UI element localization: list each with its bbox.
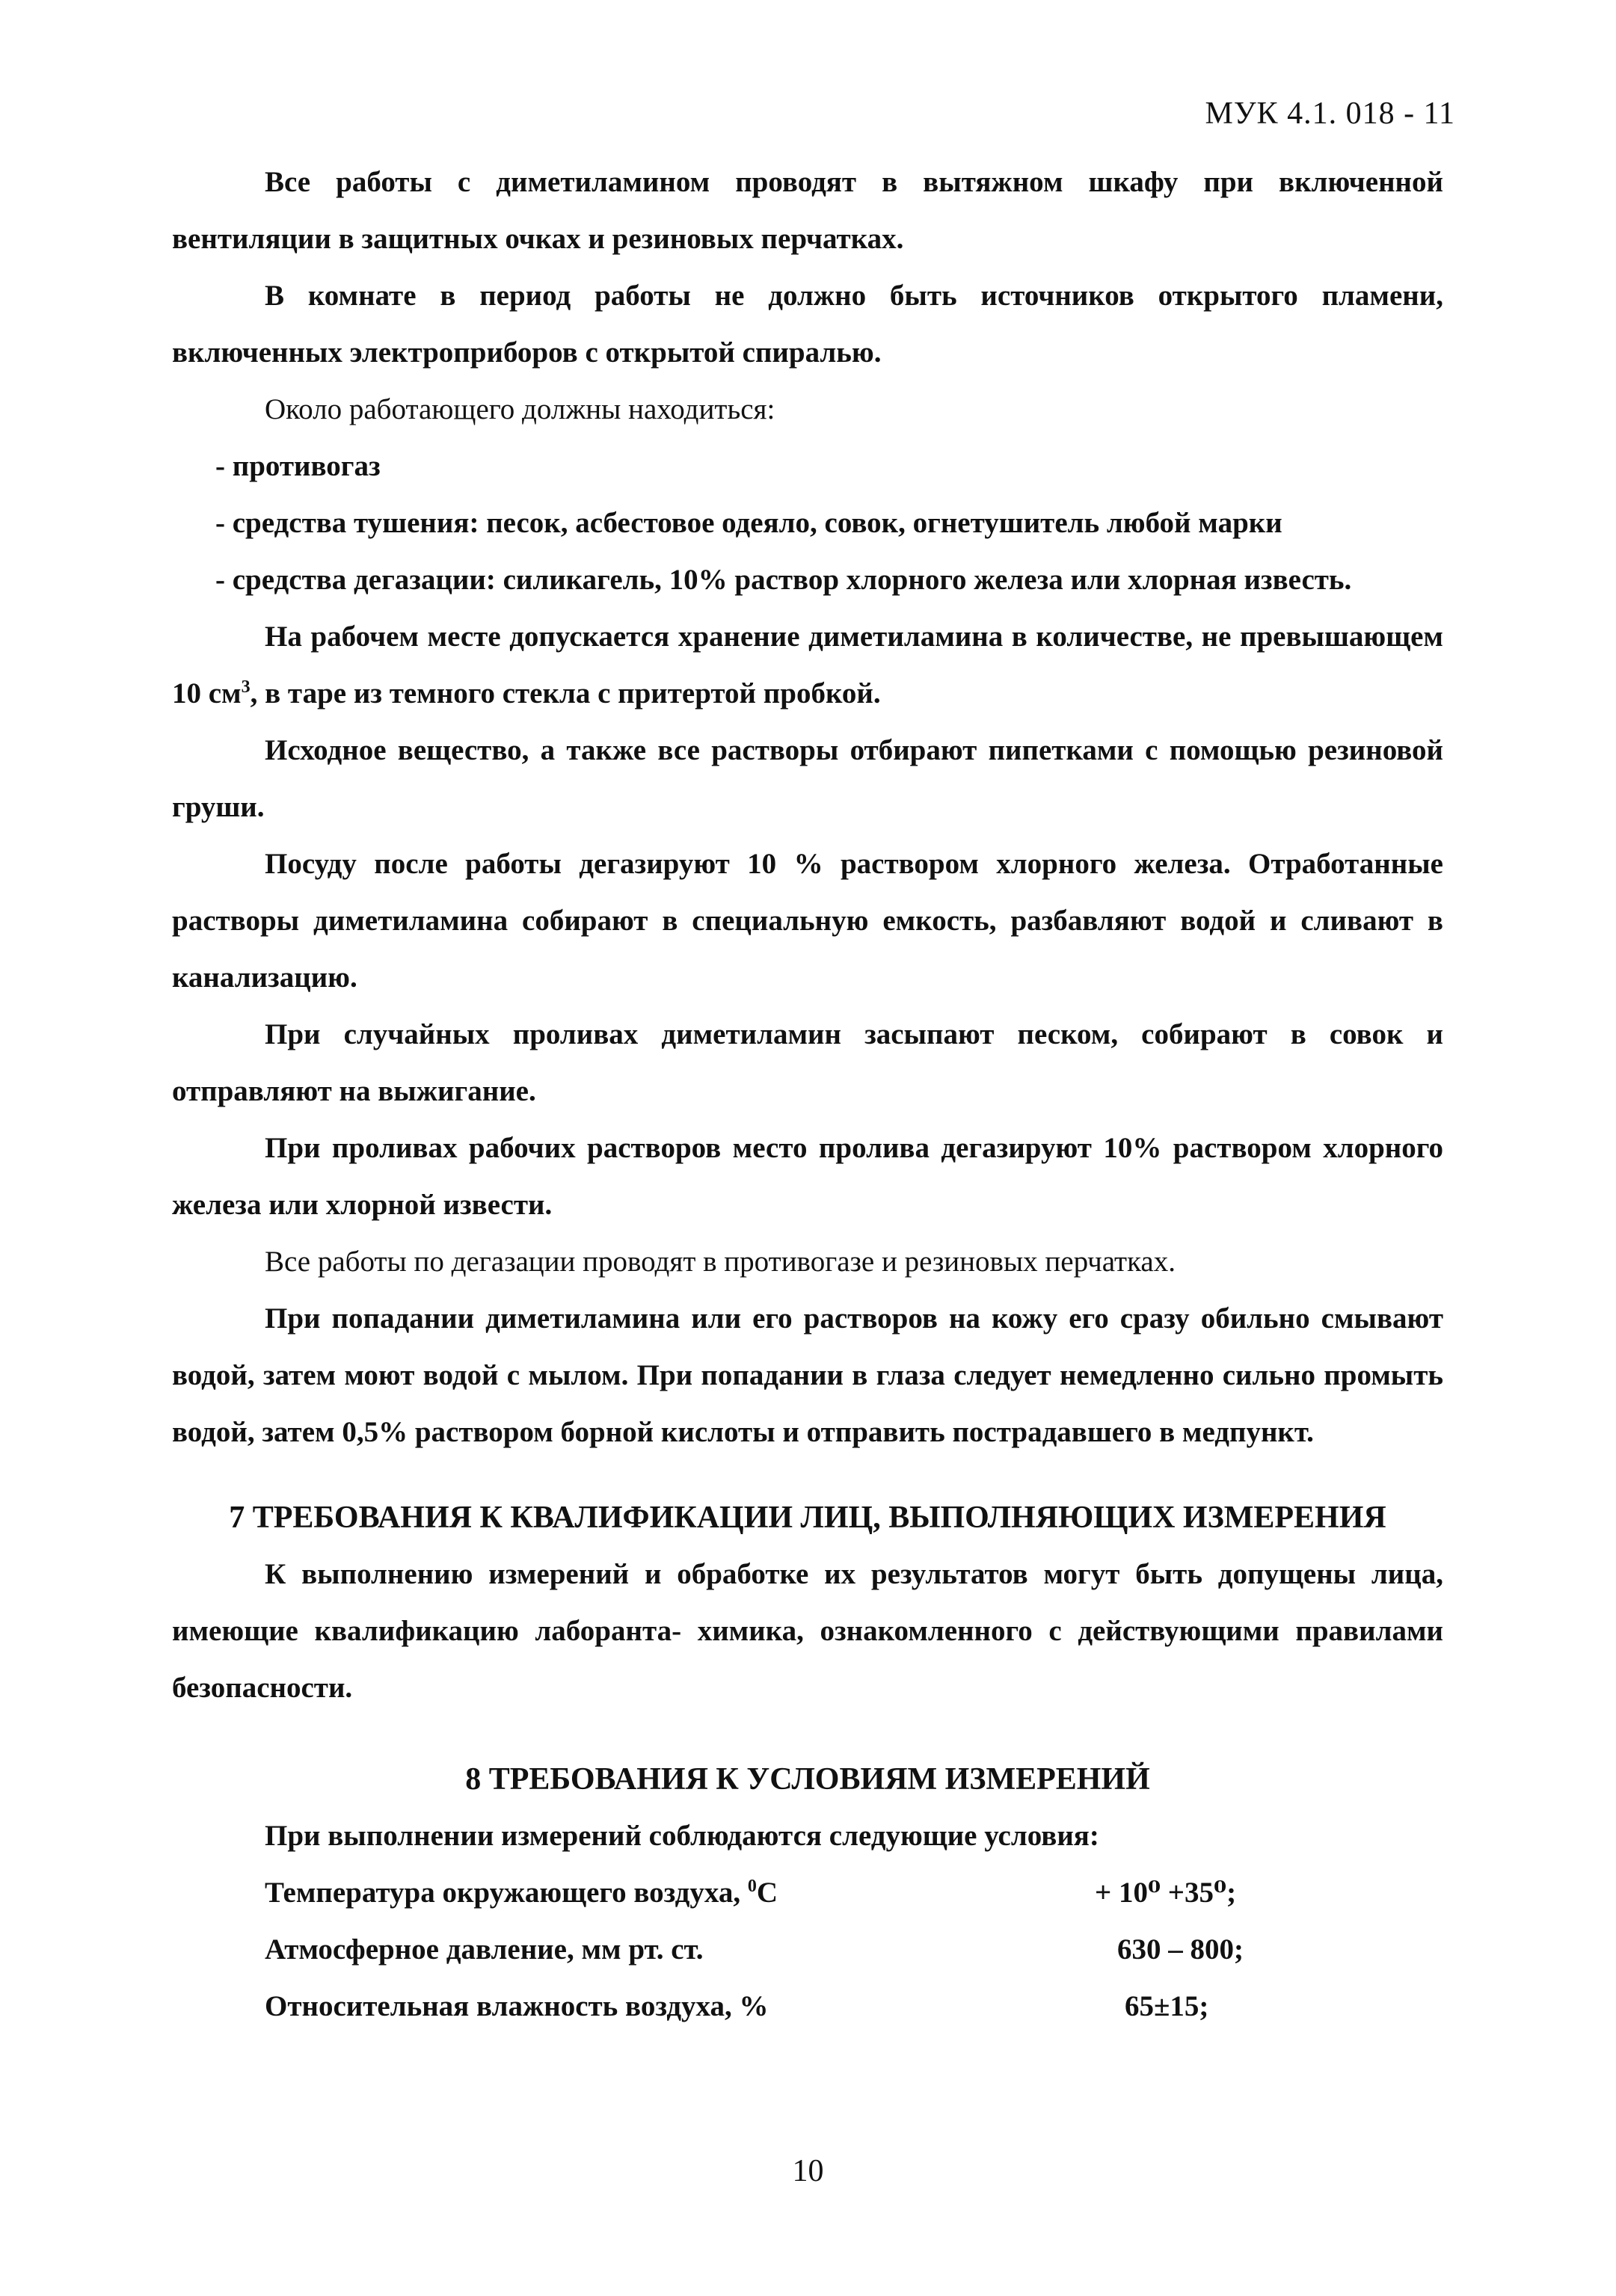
paragraph-degassing-ppe: Все работы по дегазации проводят в противогазе и резиновых перчатках. [265, 1246, 1176, 1278]
condition-label [265, 1921, 1095, 1978]
paragraph-spills: При случайных проливах диметиламин засыпают песком, собирают в совок и отправляют на выжигание. [172, 1018, 1443, 1107]
section-8-intro: При выполнении измерений соблюдаются следующие условия: [265, 1820, 1099, 1852]
storage-text-before: На рабочем месте допускается хранение диметиламина в количестве, не превышающем 10 см [172, 621, 1443, 710]
paragraph-storage [172, 609, 1443, 722]
storage-text-after: , в таре из темного стекла с притертой пробкой. [250, 677, 881, 710]
condition-label [265, 1978, 1095, 2035]
paragraph-required-items: Около работающего должны находиться: [265, 393, 775, 425]
page-number: 10 [792, 2154, 824, 2188]
list-item-gas-mask: - противогаз [215, 450, 381, 482]
condition-row-pressure [172, 1921, 1443, 1978]
paragraph-safety-hood: Все работы с диметиламином проводят в вытяжном шкафу при включенной вентиляции в защитных очках и резиновых перчатках. [172, 166, 1443, 255]
paragraph-pipettes: Исходное вещество, а также все растворы отбирают пипетками с помощью резиновой груши. [172, 734, 1443, 823]
degree-superscript: 0 [747, 1877, 757, 1896]
condition-row-temperature [172, 1865, 1443, 1921]
document-code: МУК 4.1. 018 - 11 [1205, 96, 1455, 131]
condition-value: 65±15; [1125, 1990, 1209, 2022]
list-item-extinguishing: - средства тушения: песок, асбестовое одеяло, совок, огнетушитель любой марки [215, 507, 1282, 539]
list-item-degassing: - средства дегазации: силикагель, 10% раствор хлорного железа или хлорная известь. [215, 564, 1352, 596]
section-7-heading: 7 ТРЕБОВАНИЯ К КВАЛИФИКАЦИИ ЛИЦ, ВЫПОЛНЯЮЩИХ ИЗМЕРЕНИЯ [229, 1501, 1386, 1535]
paragraph-first-aid: При попадании диметиламина или его растворов на кожу его сразу обильно смывают водой, затем моют водой с мылом. При попадании в глаза следует немедленно сильно промыть водой, затем 0,5% раствором борной кислоты и отправить пострадавшего в медпункт. [172, 1302, 1443, 1448]
section-7-text: К выполнению измерений и обработке их результатов могут быть допущены лица, имеющие квалификацию лаборанта- химика, ознакомленного с действующими правилами безопасности. [172, 1558, 1443, 1704]
condition-label-text: Атмосферное давление, мм рт. ст. [265, 1933, 704, 1966]
storage-superscript: 3 [241, 677, 251, 697]
paragraph-solution-spills: При проливах рабочих растворов место пролива дегазируют 10% раствором хлорного железа или хлорной извести. [172, 1132, 1443, 1221]
condition-value: + 10⁰ +35⁰; [1095, 1877, 1237, 1909]
condition-label [265, 1865, 1095, 1921]
condition-label-text: Относительная влажность воздуха, % [265, 1990, 769, 2022]
paragraph-dishes: Посуду после работы дегазируют 10 % раствором хлорного железа. Отработанные растворы диметиламина собирают в специальную емкость, разбавляют водой и сливают в канализацию. [172, 848, 1443, 994]
condition-value: 630 – 800; [1117, 1933, 1244, 1966]
section-8-heading: 8 ТРЕБОВАНИЯ К УСЛОВИЯМ ИЗМЕРЕНИЙ [465, 1762, 1150, 1797]
condition-label-text: Температура окружающего воздуха, [265, 1877, 748, 1909]
condition-row-humidity [172, 1978, 1443, 2035]
condition-label-unit: С [756, 1877, 778, 1909]
paragraph-no-flames: В комнате в период работы не должно быть источников открытого пламени, включенных электроприборов с открытой спиралью. [172, 280, 1443, 369]
page-content [172, 154, 1443, 2035]
